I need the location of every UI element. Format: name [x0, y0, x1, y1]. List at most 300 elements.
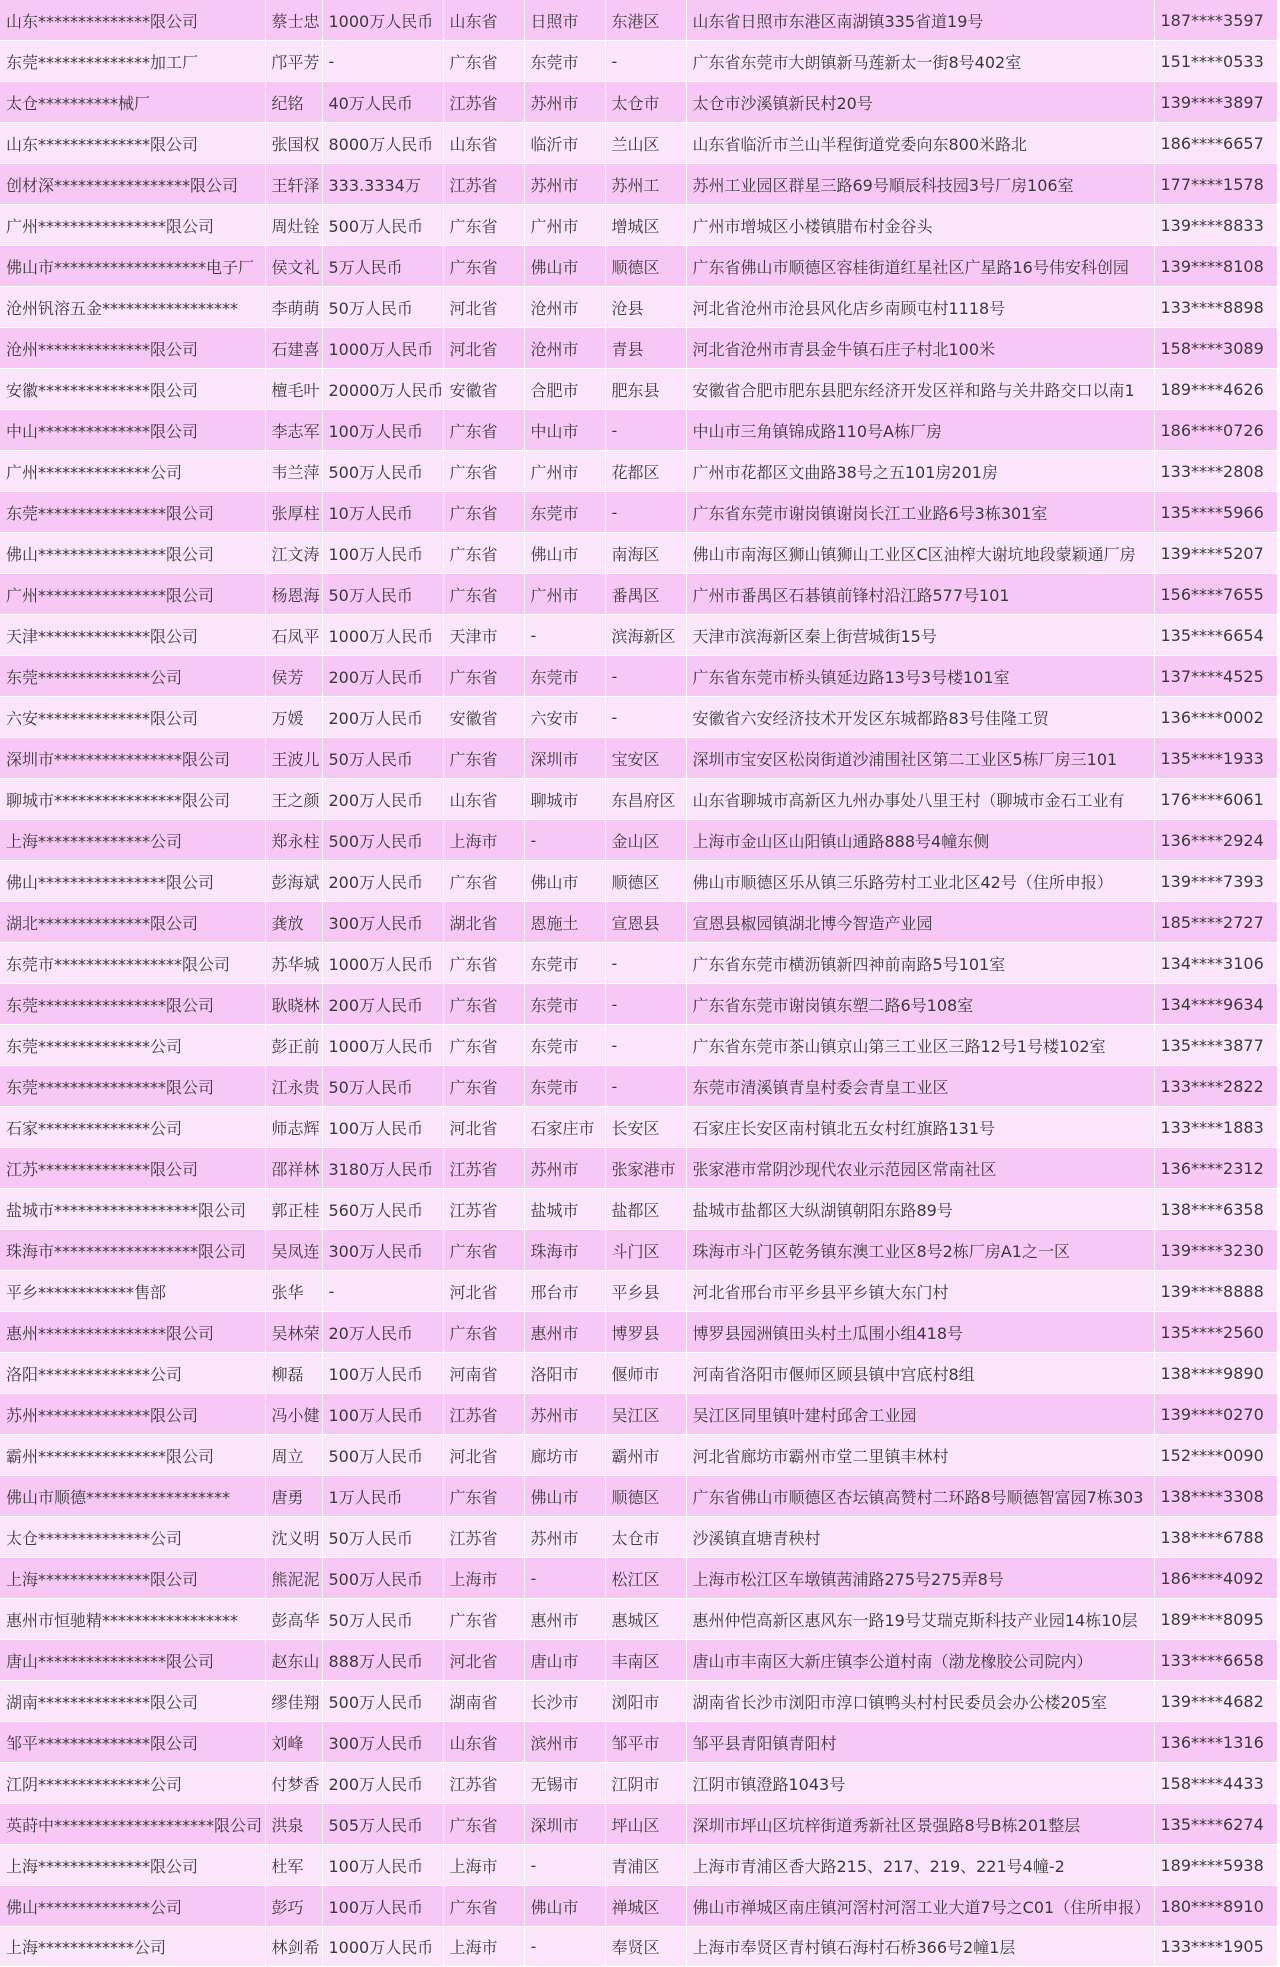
table-row — [0, 861, 1277, 902]
district-cell: 滨海新区 — [605, 615, 686, 656]
address-cell: 河北省廊坊市霸州市堂二里镇丰林村 — [686, 1435, 1154, 1476]
registered-capital-cell: - — [322, 41, 443, 82]
table-row — [0, 984, 1277, 1025]
district-cell: 宝安区 — [605, 738, 686, 779]
registered-capital-cell: - — [322, 1271, 443, 1312]
company-name-cell: 安徽**************限公司 — [0, 369, 265, 410]
city-cell: 中山市 — [524, 410, 605, 451]
company-name-cell: 霸州****************限公司 — [0, 1435, 265, 1476]
address-cell: 山东省日照市东港区南湖镇335省道19号 — [686, 0, 1154, 41]
legal-rep-cell: 石凤平 — [265, 615, 322, 656]
address-cell: 广州市增城区小楼镇腊布村金谷头 — [686, 205, 1154, 246]
province-cell: 河北省 — [443, 1271, 524, 1312]
address-cell: 宣恩县椒园镇湖北博今智造产业园 — [686, 902, 1154, 943]
phone-cell: 139****3897 — [1154, 82, 1277, 123]
phone-cell: 139****4682 — [1154, 1681, 1277, 1722]
district-cell: 增城区 — [605, 205, 686, 246]
legal-rep-cell: 彭高华 — [265, 1599, 322, 1640]
legal-rep-cell: 邵祥林 — [265, 1148, 322, 1189]
province-cell: 山东省 — [443, 123, 524, 164]
company-name-cell: 广州**************公司 — [0, 451, 265, 492]
address-cell: 河南省洛阳市偃师区顾县镇中宫底村8组 — [686, 1353, 1154, 1394]
phone-cell: 134****3106 — [1154, 943, 1277, 984]
company-name-cell: 英莳中********************限公司 — [0, 1804, 265, 1845]
table-row — [0, 246, 1277, 287]
province-cell: 广东省 — [443, 205, 524, 246]
table-row — [0, 369, 1277, 410]
district-cell: 奉贤区 — [605, 1927, 686, 1967]
phone-cell: 133****2822 — [1154, 1066, 1277, 1107]
city-cell: 恩施土 — [524, 902, 605, 943]
city-cell: 苏州市 — [524, 1517, 605, 1558]
registered-capital-cell: 300万人民币 — [322, 1722, 443, 1763]
district-cell: 金山区 — [605, 820, 686, 861]
district-cell: - — [605, 656, 686, 697]
address-cell: 张家港市常阴沙现代农业示范园区常南社区 — [686, 1148, 1154, 1189]
province-cell: 广东省 — [443, 1599, 524, 1640]
province-cell: 广东省 — [443, 451, 524, 492]
province-cell: 上海市 — [443, 1558, 524, 1599]
address-cell: 佛山市南海区狮山镇狮山工业区C区油榨大谢坑地段蒙颖通厂房 — [686, 533, 1154, 574]
district-cell: 东昌府区 — [605, 779, 686, 820]
phone-cell: 138****6788 — [1154, 1517, 1277, 1558]
registered-capital-cell: 100万人民币 — [322, 1845, 443, 1886]
district-cell: 花都区 — [605, 451, 686, 492]
province-cell: 河北省 — [443, 1640, 524, 1681]
legal-rep-cell: 石建喜 — [265, 328, 322, 369]
registered-capital-cell: 500万人民币 — [322, 820, 443, 861]
company-name-cell: 上海************公司 — [0, 1927, 265, 1967]
legal-rep-cell: 洪泉 — [265, 1804, 322, 1845]
table-row — [0, 1845, 1277, 1886]
address-cell: 佛山市禅城区南庄镇河滘村河滘工业大道7号之C01（住所申报） — [686, 1886, 1154, 1927]
registered-capital-cell: 20000万人民币 — [322, 369, 443, 410]
address-cell: 广州市番禺区石碁镇前锋村沿江路577号101 — [686, 574, 1154, 615]
address-cell: 东莞市清溪镇青皇村委会青皇工业区 — [686, 1066, 1154, 1107]
phone-cell: 135****2560 — [1154, 1312, 1277, 1353]
phone-cell: 134****9634 — [1154, 984, 1277, 1025]
company-name-cell: 江阴**************公司 — [0, 1763, 265, 1804]
address-cell: 盐城市盐都区大纵湖镇朝阳东路89号 — [686, 1189, 1154, 1230]
registered-capital-cell: 20万人民币 — [322, 1312, 443, 1353]
registered-capital-cell: 1000万人民币 — [322, 1927, 443, 1967]
legal-rep-cell: 周立 — [265, 1435, 322, 1476]
legal-rep-cell: 李志军 — [265, 410, 322, 451]
city-cell: 佛山市 — [524, 246, 605, 287]
company-name-cell: 盐城市******************限公司 — [0, 1189, 265, 1230]
company-name-cell: 上海**************限公司 — [0, 1845, 265, 1886]
district-cell: 青浦区 — [605, 1845, 686, 1886]
address-cell: 安徽省六安经济技术开发区东城都路83号佳隆工贸 — [686, 697, 1154, 738]
province-cell: 江苏省 — [443, 1394, 524, 1435]
province-cell: 广东省 — [443, 656, 524, 697]
address-cell: 江阴市镇澄路1043号 — [686, 1763, 1154, 1804]
city-cell: - — [524, 1845, 605, 1886]
company-name-cell: 东莞**************公司 — [0, 1025, 265, 1066]
legal-rep-cell: 彭正前 — [265, 1025, 322, 1066]
district-cell: 顺德区 — [605, 246, 686, 287]
phone-cell: 158****3089 — [1154, 328, 1277, 369]
legal-rep-cell: 柳磊 — [265, 1353, 322, 1394]
city-cell: 廊坊市 — [524, 1435, 605, 1476]
city-cell: - — [524, 615, 605, 656]
company-name-cell: 沧州钒溶五金***************** — [0, 287, 265, 328]
province-cell: 广东省 — [443, 41, 524, 82]
province-cell: 广东省 — [443, 861, 524, 902]
table-row — [0, 1189, 1277, 1230]
phone-cell: 135****1933 — [1154, 738, 1277, 779]
district-cell: 长安区 — [605, 1107, 686, 1148]
registered-capital-cell: 3180万人民币 — [322, 1148, 443, 1189]
city-cell: 长沙市 — [524, 1681, 605, 1722]
table-row — [0, 902, 1277, 943]
province-cell: 河北省 — [443, 1107, 524, 1148]
legal-rep-cell: 林剑希 — [265, 1927, 322, 1967]
province-cell: 江苏省 — [443, 82, 524, 123]
table-row — [0, 1517, 1277, 1558]
city-cell: 六安市 — [524, 697, 605, 738]
city-cell: 东莞市 — [524, 984, 605, 1025]
district-cell: 顺德区 — [605, 1476, 686, 1517]
address-cell: 苏州工业园区群星三路69号順辰科技园3号厂房106室 — [686, 164, 1154, 205]
district-cell: 斗门区 — [605, 1230, 686, 1271]
city-cell: 苏州市 — [524, 1394, 605, 1435]
district-cell: - — [605, 41, 686, 82]
district-cell: 浏阳市 — [605, 1681, 686, 1722]
province-cell: 广东省 — [443, 246, 524, 287]
table-row — [0, 1271, 1277, 1312]
company-name-cell: 佛山**************公司 — [0, 1886, 265, 1927]
registered-capital-cell: 8000万人民币 — [322, 123, 443, 164]
table-row — [0, 1107, 1277, 1148]
table-row — [0, 205, 1277, 246]
phone-cell: 139****5207 — [1154, 533, 1277, 574]
city-cell: 惠州市 — [524, 1312, 605, 1353]
province-cell: 河北省 — [443, 328, 524, 369]
legal-rep-cell: 沈义明 — [265, 1517, 322, 1558]
phone-cell: 139****8833 — [1154, 205, 1277, 246]
address-cell: 河北省沧州市沧县风化店乡南顾屯村1118号 — [686, 287, 1154, 328]
district-cell: 丰南区 — [605, 1640, 686, 1681]
province-cell: 广东省 — [443, 410, 524, 451]
registered-capital-cell: 100万人民币 — [322, 1886, 443, 1927]
company-name-cell: 邹平**************限公司 — [0, 1722, 265, 1763]
district-cell: 番禺区 — [605, 574, 686, 615]
registered-capital-cell: 100万人民币 — [322, 533, 443, 574]
city-cell: 唐山市 — [524, 1640, 605, 1681]
company-name-cell: 惠州市恒驰精***************** — [0, 1599, 265, 1640]
district-cell: 宣恩县 — [605, 902, 686, 943]
address-cell: 广东省东莞市横沥镇新四神前南路5号101室 — [686, 943, 1154, 984]
district-cell: 东港区 — [605, 0, 686, 41]
table-row — [0, 82, 1277, 123]
city-cell: 苏州市 — [524, 1148, 605, 1189]
province-cell: 广东省 — [443, 574, 524, 615]
phone-cell: 152****0090 — [1154, 1435, 1277, 1476]
company-name-cell: 创材深*****************限公司 — [0, 164, 265, 205]
city-cell: - — [524, 1558, 605, 1599]
province-cell: 安徽省 — [443, 697, 524, 738]
table-row — [0, 656, 1277, 697]
registered-capital-cell: 888万人民币 — [322, 1640, 443, 1681]
address-cell: 石家庄长安区南村镇北五女村红旗路131号 — [686, 1107, 1154, 1148]
company-name-cell: 石家**************公司 — [0, 1107, 265, 1148]
legal-rep-cell: 师志辉 — [265, 1107, 322, 1148]
registered-capital-cell: 50万人民币 — [322, 1066, 443, 1107]
district-cell: 太仓市 — [605, 82, 686, 123]
city-cell: 合肥市 — [524, 369, 605, 410]
table-row — [0, 1681, 1277, 1722]
registered-capital-cell: 1000万人民币 — [322, 615, 443, 656]
table-row — [0, 1353, 1277, 1394]
table-row — [0, 1804, 1277, 1845]
registered-capital-cell: 50万人民币 — [322, 738, 443, 779]
legal-rep-cell: 郭正桂 — [265, 1189, 322, 1230]
phone-cell: 156****7655 — [1154, 574, 1277, 615]
address-cell: 山东省聊城市高新区九州办事处八里王村（聊城市金石工业有 — [686, 779, 1154, 820]
city-cell: 佛山市 — [524, 1886, 605, 1927]
table-row — [0, 451, 1277, 492]
district-cell: 博罗县 — [605, 1312, 686, 1353]
phone-cell: 136****0002 — [1154, 697, 1277, 738]
province-cell: 广东省 — [443, 984, 524, 1025]
province-cell: 江苏省 — [443, 1763, 524, 1804]
company-name-cell: 东莞****************限公司 — [0, 984, 265, 1025]
address-cell: 广东省东莞市谢岗镇东塑二路6号108室 — [686, 984, 1154, 1025]
company-name-cell: 聊城市****************限公司 — [0, 779, 265, 820]
registered-capital-cell: 500万人民币 — [322, 205, 443, 246]
table-row — [0, 697, 1277, 738]
phone-cell: 135****6274 — [1154, 1804, 1277, 1845]
legal-rep-cell: 周灶铨 — [265, 205, 322, 246]
province-cell: 广东省 — [443, 492, 524, 533]
phone-cell: 139****0270 — [1154, 1394, 1277, 1435]
city-cell: 佛山市 — [524, 861, 605, 902]
province-cell: 广东省 — [443, 1025, 524, 1066]
registered-capital-cell: 1000万人民币 — [322, 328, 443, 369]
table-row — [0, 410, 1277, 451]
table-row — [0, 820, 1277, 861]
registered-capital-cell: 500万人民币 — [322, 1558, 443, 1599]
legal-rep-cell: 张厚柱 — [265, 492, 322, 533]
address-cell: 博罗县园洲镇田头村土瓜围小组418号 — [686, 1312, 1154, 1353]
city-cell: 邢台市 — [524, 1271, 605, 1312]
legal-rep-cell: 吴凤连 — [265, 1230, 322, 1271]
phone-cell: 139****7393 — [1154, 861, 1277, 902]
table-row — [0, 1476, 1277, 1517]
city-cell: 石家庄市 — [524, 1107, 605, 1148]
city-cell: 东莞市 — [524, 656, 605, 697]
phone-cell: 138****9890 — [1154, 1353, 1277, 1394]
address-cell: 上海市青浦区香大路215、217、219、221号4幢-2 — [686, 1845, 1154, 1886]
company-name-cell: 广州****************限公司 — [0, 205, 265, 246]
registered-capital-cell: 500万人民币 — [322, 451, 443, 492]
address-cell: 佛山市顺德区乐从镇三乐路劳村工业北区42号（住所申报） — [686, 861, 1154, 902]
district-cell: 盐都区 — [605, 1189, 686, 1230]
company-name-cell: 东莞市****************限公司 — [0, 943, 265, 984]
address-cell: 珠海市斗门区乾务镇东澳工业区8号2栋厂房A1之一区 — [686, 1230, 1154, 1271]
table-row — [0, 738, 1277, 779]
phone-cell: 189****8095 — [1154, 1599, 1277, 1640]
registered-capital-cell: 560万人民币 — [322, 1189, 443, 1230]
phone-cell: 186****4092 — [1154, 1558, 1277, 1599]
city-cell: 临沂市 — [524, 123, 605, 164]
legal-rep-cell: 吴林荣 — [265, 1312, 322, 1353]
company-name-cell: 佛山市顺德****************** — [0, 1476, 265, 1517]
registered-capital-cell: 333.3334万 — [322, 164, 443, 205]
company-name-cell: 佛山市*******************电子厂 — [0, 246, 265, 287]
legal-rep-cell: 江文涛 — [265, 533, 322, 574]
legal-rep-cell: 王之颜 — [265, 779, 322, 820]
province-cell: 湖北省 — [443, 902, 524, 943]
company-name-cell: 东莞**************加工厂 — [0, 41, 265, 82]
table-row — [0, 615, 1277, 656]
phone-cell: 180****8910 — [1154, 1886, 1277, 1927]
address-cell: 唐山市丰南区大新庄镇李公道村南（渤龙橡胶公司院内） — [686, 1640, 1154, 1681]
registered-capital-cell: 50万人民币 — [322, 287, 443, 328]
legal-rep-cell: 彭巧 — [265, 1886, 322, 1927]
registered-capital-cell: 50万人民币 — [322, 574, 443, 615]
phone-cell: 137****4525 — [1154, 656, 1277, 697]
legal-rep-cell: 江永贵 — [265, 1066, 322, 1107]
province-cell: 上海市 — [443, 820, 524, 861]
province-cell: 湖南省 — [443, 1681, 524, 1722]
province-cell: 广东省 — [443, 738, 524, 779]
address-cell: 广东省东莞市桥头镇延边路13号3号楼101室 — [686, 656, 1154, 697]
registered-capital-cell: 40万人民币 — [322, 82, 443, 123]
company-name-cell: 江苏**************限公司 — [0, 1148, 265, 1189]
table-row — [0, 1558, 1277, 1599]
legal-rep-cell: 蔡士忠 — [265, 0, 322, 41]
registered-capital-cell: 505万人民币 — [322, 1804, 443, 1845]
phone-cell: 138****6358 — [1154, 1189, 1277, 1230]
district-cell: 惠城区 — [605, 1599, 686, 1640]
registered-capital-cell: 5万人民币 — [322, 246, 443, 287]
province-cell: 河南省 — [443, 1353, 524, 1394]
province-cell: 天津市 — [443, 615, 524, 656]
table-row — [0, 0, 1277, 41]
table-row — [0, 123, 1277, 164]
phone-cell: 139****3230 — [1154, 1230, 1277, 1271]
province-cell: 江苏省 — [443, 1517, 524, 1558]
district-cell: - — [605, 984, 686, 1025]
address-cell: 河北省沧州市青县金牛镇石庄子村北100米 — [686, 328, 1154, 369]
company-name-cell: 太仓**************公司 — [0, 1517, 265, 1558]
province-cell: 山东省 — [443, 1722, 524, 1763]
phone-cell: 187****3597 — [1154, 0, 1277, 41]
phone-cell: 133****6658 — [1154, 1640, 1277, 1681]
company-name-cell: 东莞****************限公司 — [0, 492, 265, 533]
city-cell: 珠海市 — [524, 1230, 605, 1271]
table-row — [0, 41, 1277, 82]
table-row — [0, 1394, 1277, 1435]
registered-capital-cell: 1000万人民币 — [322, 943, 443, 984]
table-row — [0, 779, 1277, 820]
address-cell: 太仓市沙溪镇新民村20号 — [686, 82, 1154, 123]
company-name-cell: 惠州****************限公司 — [0, 1312, 265, 1353]
city-cell: 盐城市 — [524, 1189, 605, 1230]
table-row — [0, 1025, 1277, 1066]
legal-rep-cell: 唐勇 — [265, 1476, 322, 1517]
address-cell: 广东省东莞市谢岗镇谢岗长江工业路6号3栋301室 — [686, 492, 1154, 533]
address-cell: 广东省东莞市大朗镇新马莲新太一街8号402室 — [686, 41, 1154, 82]
city-cell: 沧州市 — [524, 328, 605, 369]
district-cell: 松江区 — [605, 1558, 686, 1599]
phone-cell: 136****2312 — [1154, 1148, 1277, 1189]
district-cell: 青县 — [605, 328, 686, 369]
company-name-cell: 唐山****************限公司 — [0, 1640, 265, 1681]
province-cell: 广东省 — [443, 1476, 524, 1517]
address-cell: 惠州仲恺高新区惠风东一路19号艾瑞克斯科技产业园14栋10层 — [686, 1599, 1154, 1640]
province-cell: 广东省 — [443, 1066, 524, 1107]
district-cell: 偃师市 — [605, 1353, 686, 1394]
table-row — [0, 1640, 1277, 1681]
registered-capital-cell: 50万人民币 — [322, 1517, 443, 1558]
company-name-cell: 佛山****************限公司 — [0, 861, 265, 902]
district-cell: 江阴市 — [605, 1763, 686, 1804]
table-row — [0, 1148, 1277, 1189]
table-row — [0, 1886, 1277, 1927]
province-cell: 上海市 — [443, 1845, 524, 1886]
table-row — [0, 328, 1277, 369]
registered-capital-cell: 100万人民币 — [322, 410, 443, 451]
district-cell: - — [605, 410, 686, 451]
address-cell: 上海市金山区山阳镇山通路888号4幢东侧 — [686, 820, 1154, 861]
legal-rep-cell: 张国权 — [265, 123, 322, 164]
legal-rep-cell: 苏华城 — [265, 943, 322, 984]
company-name-cell: 上海**************限公司 — [0, 1558, 265, 1599]
registered-capital-cell: 300万人民币 — [322, 1230, 443, 1271]
registered-capital-cell: 200万人民币 — [322, 779, 443, 820]
table-row — [0, 533, 1277, 574]
address-cell: 深圳市坪山区坑梓街道秀新社区景强路8号B栋201整层 — [686, 1804, 1154, 1845]
company-name-cell: 湖北**************限公司 — [0, 902, 265, 943]
province-cell: 河北省 — [443, 1435, 524, 1476]
city-cell: 东莞市 — [524, 41, 605, 82]
city-cell: - — [524, 820, 605, 861]
phone-cell: 151****0533 — [1154, 41, 1277, 82]
province-cell: 江苏省 — [443, 164, 524, 205]
province-cell: 广东省 — [443, 943, 524, 984]
province-cell: 江苏省 — [443, 1148, 524, 1189]
company-name-cell: 中山**************限公司 — [0, 410, 265, 451]
city-cell: 深圳市 — [524, 738, 605, 779]
phone-cell: 189****5938 — [1154, 1845, 1277, 1886]
legal-rep-cell: 邝平芳 — [265, 41, 322, 82]
phone-cell: 133****1905 — [1154, 1927, 1277, 1967]
registered-capital-cell: 100万人民币 — [322, 1394, 443, 1435]
city-cell: 日照市 — [524, 0, 605, 41]
address-cell: 河北省邢台市平乡县平乡镇大东门村 — [686, 1271, 1154, 1312]
city-cell: 佛山市 — [524, 533, 605, 574]
registered-capital-cell: 200万人民币 — [322, 861, 443, 902]
district-cell: - — [605, 492, 686, 533]
phone-cell: 139****8888 — [1154, 1271, 1277, 1312]
province-cell: 河北省 — [443, 287, 524, 328]
address-cell: 中山市三角镇锦成路110号A栋厂房 — [686, 410, 1154, 451]
company-name-cell: 佛山****************限公司 — [0, 533, 265, 574]
legal-rep-cell: 缪佳翔 — [265, 1681, 322, 1722]
city-cell: 聊城市 — [524, 779, 605, 820]
city-cell: - — [524, 1927, 605, 1967]
registered-capital-cell: 500万人民币 — [322, 1435, 443, 1476]
address-cell: 广州市花都区文曲路38号之五101房201房 — [686, 451, 1154, 492]
registered-capital-cell: 300万人民币 — [322, 902, 443, 943]
phone-cell: 133****2808 — [1154, 451, 1277, 492]
table-row — [0, 943, 1277, 984]
company-name-cell: 山东**************限公司 — [0, 123, 265, 164]
phone-cell: 186****6657 — [1154, 123, 1277, 164]
